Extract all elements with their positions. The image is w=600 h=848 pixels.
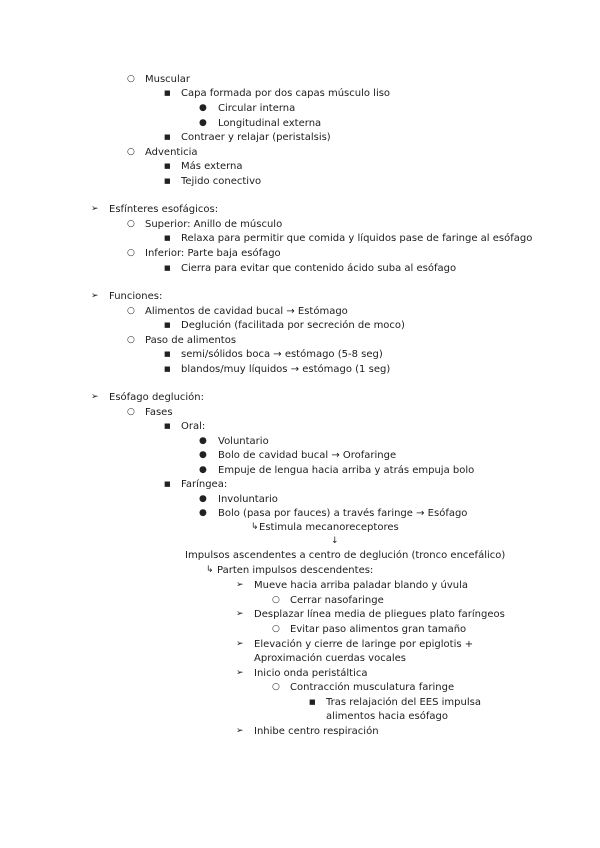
muscular-longitudinal: Longitudinal externa: [218, 118, 322, 129]
circle-bullet-icon: ○: [272, 595, 280, 605]
deglucion-cerrar: Cerrar nasofaringe: [290, 595, 384, 606]
circle-bullet-icon: ○: [272, 624, 280, 634]
circle-bullet-icon: ○: [272, 682, 280, 692]
arrow-bullet-icon: ➢: [91, 392, 99, 402]
deglucion-desplazar: Desplazar línea media de pliegues plato faríngeos: [254, 609, 505, 620]
square-bullet-icon: ■: [164, 234, 171, 242]
square-bullet-icon: ■: [164, 162, 171, 170]
funciones-paso: Paso de alimentos: [145, 335, 237, 346]
funciones-blandos: blandos/muy líquidos → estómago (1 seg): [181, 364, 391, 375]
funciones-deglucion: Deglución (facilitada por secreción de moco): [181, 320, 405, 331]
deglucion-contraccion: Contracción musculatura faringe: [290, 682, 455, 693]
funciones-alimentos: Alimentos de cavidad bucal → Estómago: [145, 306, 348, 317]
arrow-bullet-icon: ➢: [236, 668, 244, 678]
square-bullet-icon: ■: [164, 422, 171, 430]
deglucion-parten: Parten impulsos descendentes:: [217, 565, 374, 576]
square-bullet-icon: ■: [164, 133, 171, 141]
square-bullet-icon: ■: [164, 89, 171, 97]
square-bullet-icon: ■: [164, 177, 171, 185]
square-bullet-icon: ■: [164, 321, 171, 329]
adventicia-externa: Más externa: [181, 161, 243, 172]
esfinteres-superior: Superior: Anillo de músculo: [145, 219, 283, 230]
adventicia-tejido: Tejido conectivo: [181, 176, 262, 187]
esfinteres-superior-desc: Relaxa para permitir que comida y líquidos pase de faringe al esófago: [181, 233, 533, 244]
deglucion-tras-line1: Tras relajación del EES impulsa: [326, 697, 481, 708]
circle-bullet-icon: ○: [127, 74, 135, 84]
esfinteres-title: Esfínteres esofágicos:: [109, 204, 219, 215]
deglucion-tras-line2: alimentos hacia esófago: [326, 711, 448, 722]
deglucion-evitar: Evitar paso alimentos gran tamaño: [290, 624, 467, 635]
dot-bullet-icon: ●: [199, 103, 207, 113]
arrow-bullet-icon: ➢: [236, 580, 244, 590]
arrow-bullet-icon: ➢: [91, 204, 99, 214]
circle-bullet-icon: ○: [127, 248, 135, 258]
square-bullet-icon: ■: [164, 264, 171, 272]
deglucion-elevacion-line2: Aproximación cuerdas vocales: [254, 653, 406, 664]
funciones-semisolidos: semi/sólidos boca → estómago (5-8 seg): [181, 349, 383, 360]
deglucion-inicio: Inicio onda peristáltica: [254, 668, 368, 679]
dot-bullet-icon: ●: [199, 508, 207, 518]
circle-bullet-icon: ○: [127, 407, 135, 417]
circle-bullet-icon: ○: [127, 219, 135, 229]
circle-bullet-icon: ○: [127, 335, 135, 345]
muscular-circular: Circular interna: [218, 103, 296, 114]
deglucion-elevacion-line1: Elevación y cierre de laringe por epiglotis +: [254, 639, 474, 650]
arrow-bullet-icon: ➢: [236, 639, 244, 649]
deglucion-faringea: Faríngea:: [181, 479, 228, 490]
deglucion-oral: Oral:: [181, 421, 206, 432]
muscular-label: Muscular: [145, 74, 191, 85]
deglucion-voluntario: Voluntario: [218, 436, 269, 447]
arrow-bullet-icon: ➢: [236, 609, 244, 619]
square-bullet-icon: ■: [164, 350, 171, 358]
deglucion-fases: Fases: [145, 407, 173, 418]
hook-arrow-icon: ↳: [251, 522, 259, 532]
deglucion-inhibe: Inhibe centro respiración: [254, 726, 379, 737]
funciones-title: Funciones:: [109, 291, 163, 302]
dot-bullet-icon: ●: [199, 465, 207, 475]
deglucion-empuje: Empuje de lengua hacia arriba y atrás empuja bolo: [218, 465, 475, 476]
square-bullet-icon: ■: [164, 480, 171, 488]
arrow-bullet-icon: ➢: [236, 726, 244, 736]
deglucion-mueve: Mueve hacia arriba paladar blando y úvula: [254, 580, 469, 591]
deglucion-impulsos: Impulsos ascendentes a centro de deglución (tronco encefálico): [185, 550, 506, 561]
hook-arrow-icon: ↳: [206, 565, 214, 575]
deglucion-bolo-cavidad: Bolo de cavidad bucal → Orofaringe: [218, 450, 397, 461]
deglucion-estimula: Estimula mecanoreceptores: [259, 522, 399, 533]
down-arrow-icon: ↓: [331, 536, 339, 546]
esfinteres-inferior: Inferior: Parte baja esófago: [145, 248, 281, 259]
adventicia-label: Adventicia: [145, 147, 198, 158]
deglucion-title: Esófago deglución:: [109, 392, 205, 403]
square-bullet-icon: ■: [309, 698, 316, 706]
dot-bullet-icon: ●: [199, 118, 207, 128]
muscular-capa: Capa formada por dos capas músculo liso: [181, 88, 391, 99]
deglucion-involuntario: Involuntario: [218, 494, 278, 505]
deglucion-bolo-fauces: Bolo (pasa por fauces) a través faringe → Esófago: [218, 508, 468, 519]
dot-bullet-icon: ●: [199, 494, 207, 504]
circle-bullet-icon: ○: [127, 147, 135, 157]
esfinteres-inferior-desc: Cierra para evitar que contenido ácido suba al esófago: [181, 263, 457, 274]
arrow-bullet-icon: ➢: [91, 291, 99, 301]
muscular-contraer: Contraer y relajar (peristalsis): [181, 132, 331, 143]
dot-bullet-icon: ●: [199, 436, 207, 446]
square-bullet-icon: ■: [164, 365, 171, 373]
circle-bullet-icon: ○: [127, 306, 135, 316]
dot-bullet-icon: ●: [199, 450, 207, 460]
